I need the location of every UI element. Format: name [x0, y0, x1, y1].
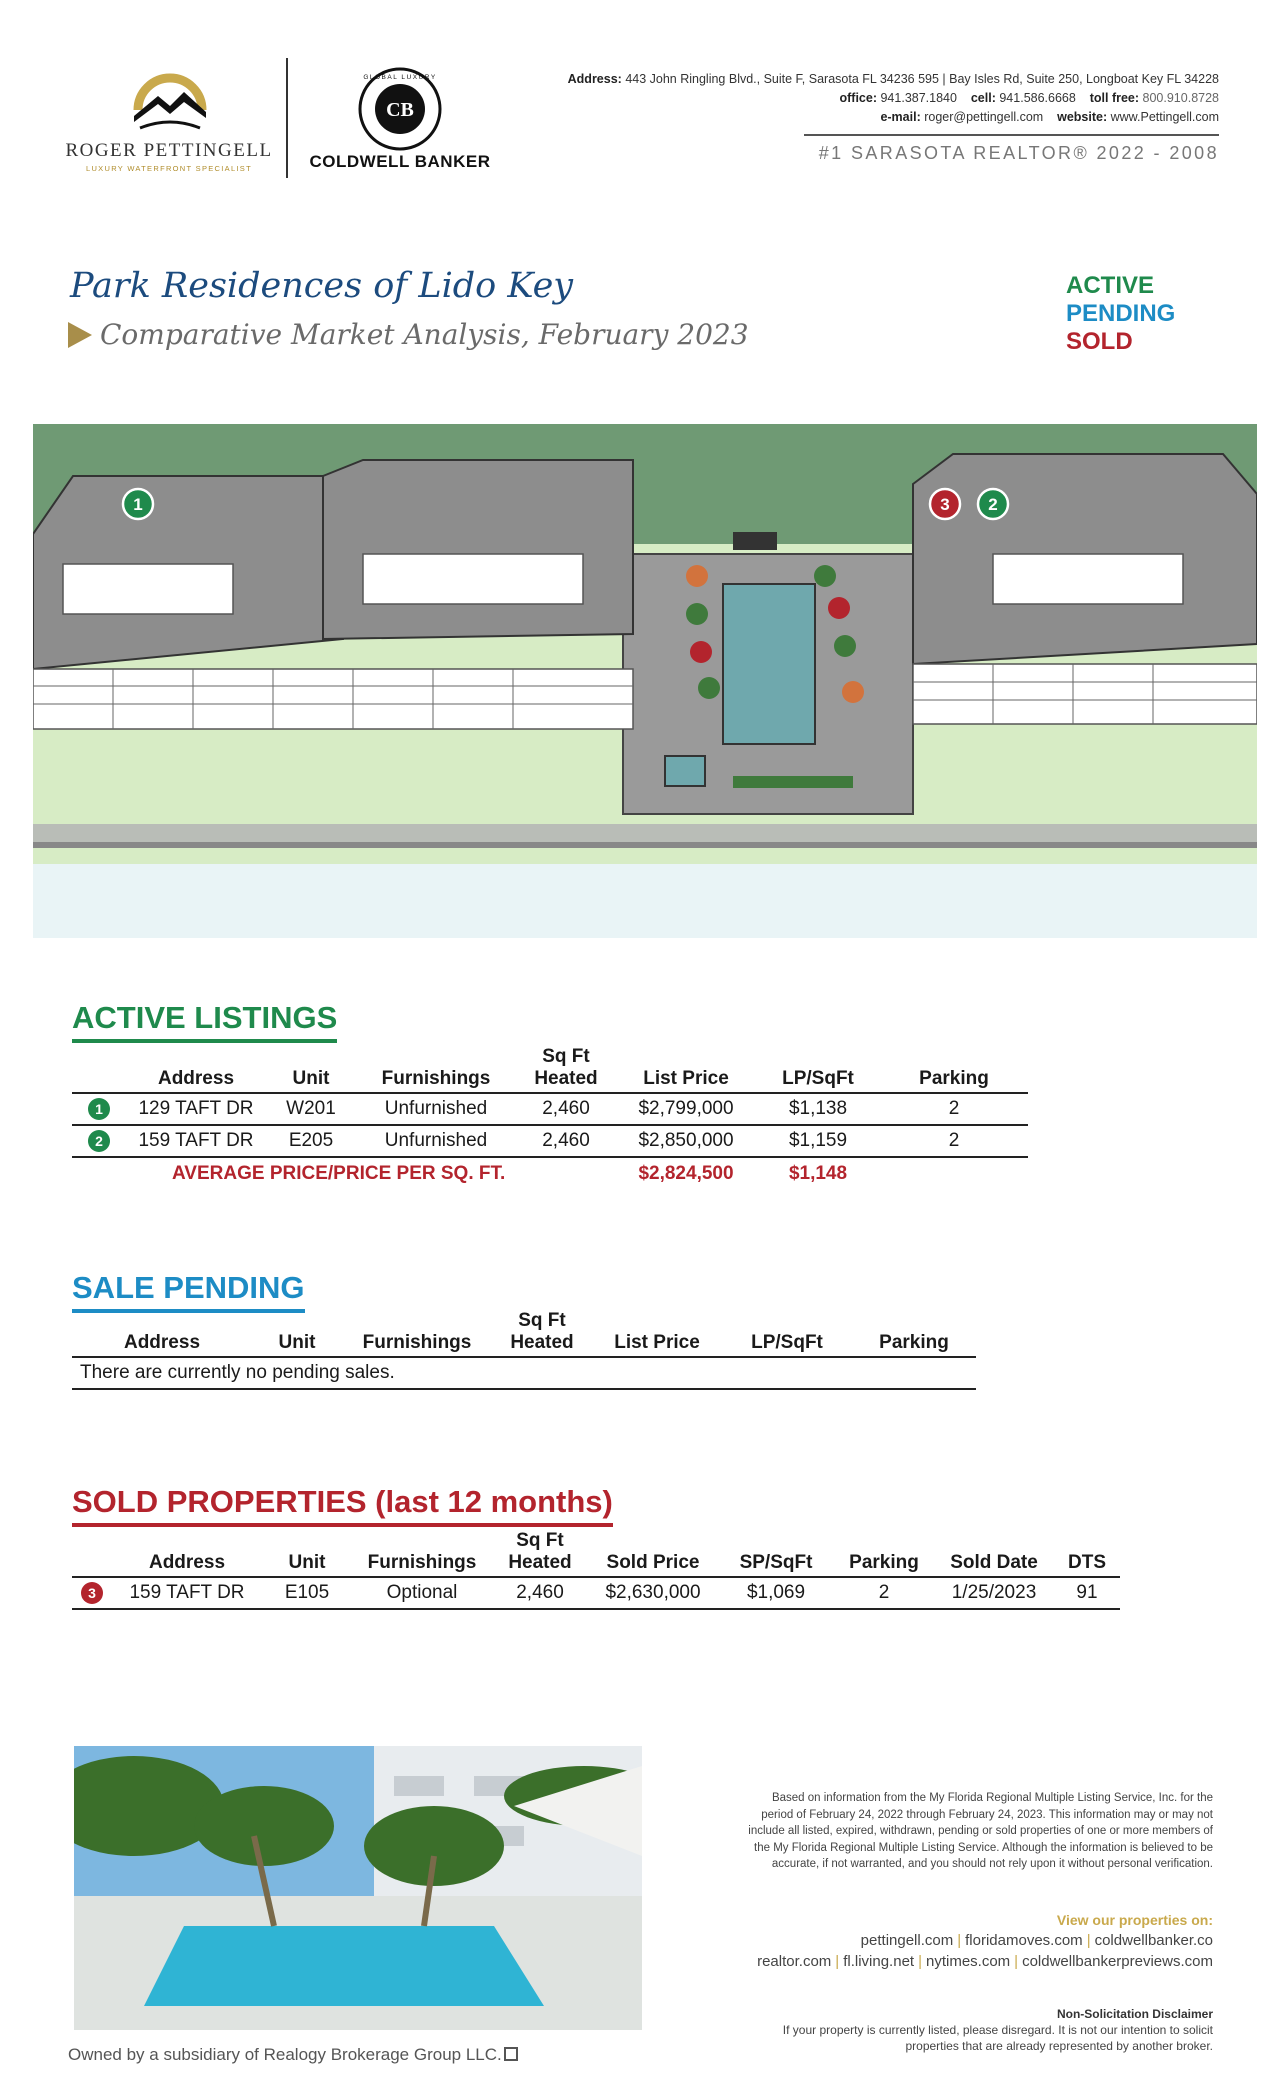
col-parking: Parking [849, 1552, 919, 1573]
col-sold-date: Sold Date [950, 1552, 1038, 1573]
average-price: $2,824,500 [638, 1162, 734, 1184]
coldwell-banker-seal-icon [357, 66, 443, 152]
marker-badge: 3 [81, 1582, 103, 1604]
col-address: Address [157, 1068, 235, 1089]
ownership-note: Owned by a subsidiary of Realogy Brokerage Group LLC. [68, 2045, 518, 2065]
svg-text:CB: CB [386, 99, 414, 121]
sold-properties-table [72, 1530, 1120, 1610]
status-legend [1066, 272, 1175, 356]
sale-pending-table [72, 1310, 976, 1390]
marker-badge: 1 [88, 1098, 110, 1120]
roger-pettingell-logo [64, 66, 274, 176]
site-link[interactable]: coldwellbanker.co [1094, 1932, 1213, 1949]
marker-1 [123, 489, 153, 519]
average-row [72, 1157, 1028, 1189]
page-subtitle: Comparative Market Analysis, February 2023 [100, 318, 749, 351]
table-header [72, 1530, 1120, 1577]
view-properties-block [757, 1910, 1213, 1972]
brand-name: ROGER PETTINGELL [65, 140, 273, 161]
mls-disclaimer: Based on information from the My Florida Regional Multiple Listing Service, Inc. for the period of February 24, 2022 through February 24, 2023. This information may or may not include all listed, expired, withdrawn, pending or sold properties of one or more members of the My Florida Regional Multiple Listing Service. Although the information is believed to be accurate, if not warranted, and you should not rely upon it without personal verification. [748, 1792, 1213, 1870]
table-row [72, 1357, 976, 1389]
col-unit: Unit [288, 1552, 326, 1573]
page-title: Park Residences of Lido Key [70, 266, 574, 306]
site-link[interactable]: floridamoves.com [965, 1932, 1083, 1949]
active-listings-table [72, 1046, 1028, 1189]
site-link[interactable]: nytimes.com [925, 1953, 1011, 1970]
average-label: AVERAGE PRICE/PRICE PER SQ. FT. [172, 1162, 506, 1184]
table-header [72, 1310, 976, 1357]
col-list-price: List Price [643, 1068, 729, 1089]
col-lp-sqft: LP/SqFt [782, 1068, 854, 1089]
table-row: 3 159 TAFT DR E105 Optional 2,460 $2,630,000 $1,069 2 1/25/2023 91 [72, 1577, 1120, 1609]
contact-rule [804, 134, 1219, 136]
svg-text:2: 2 [988, 495, 998, 514]
col-lp-sqft: LP/SqFt [751, 1332, 823, 1353]
coldwell-banker-logo [305, 66, 495, 176]
sites-line-1: pettingell.com | floridamoves.com | coldwellbanker.co [860, 1932, 1213, 1949]
col-sqft: Sq Ft Heated [534, 1046, 598, 1089]
pool-photo [74, 1746, 642, 2030]
realtor-award: #1 SARASOTA REALTOR® 2022 - 2008 [818, 143, 1219, 163]
site-link[interactable]: fl.living.net [843, 1953, 915, 1970]
table-row: 2 159 TAFT DR E205 Unfurnished 2,460 $2,850,000 $1,159 2 [72, 1125, 1028, 1157]
sale-pending-heading: SALE PENDING [72, 1270, 305, 1313]
col-sp-sqft: SP/SqFt [739, 1552, 813, 1573]
aerial-site-rendering [33, 424, 1257, 938]
email-link[interactable]: roger@pettingell.com [924, 110, 1044, 124]
col-dts: DTS [1068, 1552, 1106, 1573]
no-pending-message: There are currently no pending sales. [72, 1357, 976, 1389]
marker-2 [978, 489, 1008, 519]
address-line: Address: 443 John Ringling Blvd., Suite F, Sarasota FL 34236 595 | Bay Isles Rd, Suite 250, Longboat Key FL 34228 [567, 72, 1219, 86]
active-listings-heading: ACTIVE LISTINGS [72, 1000, 337, 1043]
web-line: e-mail: roger@pettingell.com website: www.Pettingell.com [880, 110, 1219, 124]
col-sqft: Sq Ft Heated [510, 1310, 574, 1353]
triangle-bullet-icon [68, 322, 92, 348]
equal-housing-icon [504, 2047, 518, 2061]
col-address: Address [148, 1552, 226, 1573]
cb-ring-text: GLOBAL LUXURY [363, 74, 437, 81]
cb-name: COLDWELL BANKER [309, 152, 491, 171]
subtitle-row [68, 318, 749, 351]
svg-text:3: 3 [940, 495, 950, 514]
view-heading: View our properties on: [1056, 1912, 1213, 1928]
col-sold-price: Sold Price [606, 1552, 700, 1573]
col-parking: Parking [879, 1332, 949, 1353]
col-unit: Unit [292, 1068, 330, 1089]
table-row: 1 129 TAFT DR W201 Unfurnished 2,460 $2,799,000 $1,138 2 [72, 1093, 1028, 1125]
average-ppsf: $1,148 [788, 1162, 848, 1184]
marker-badge: 2 [88, 1130, 110, 1152]
contact-block [568, 70, 1219, 127]
brand-tagline: LUXURY WATERFRONT SPECIALIST [85, 164, 252, 173]
legend-sold: SOLD [1066, 328, 1133, 355]
non-solicitation-text: If your property is currently listed, please disregard. It is not our intention to solicit properties that are already represented by another broker. [782, 2023, 1213, 2053]
col-furnishings: Furnishings [367, 1552, 477, 1573]
logo-divider [286, 58, 288, 178]
site-link[interactable]: realtor.com [757, 1953, 832, 1970]
col-parking: Parking [919, 1068, 989, 1089]
col-furnishings: Furnishings [381, 1068, 491, 1089]
col-address: Address [123, 1332, 201, 1353]
website-link[interactable]: www.Pettingell.com [1110, 110, 1219, 124]
legend-pending: PENDING [1066, 300, 1176, 327]
col-list-price: List Price [614, 1332, 700, 1353]
marker-3 [930, 489, 960, 519]
table-header [72, 1046, 1028, 1093]
col-unit: Unit [278, 1332, 316, 1353]
col-furnishings: Furnishings [362, 1332, 472, 1353]
svg-text:1: 1 [133, 495, 143, 514]
phone-line: office: 941.387.1840 cell: 941.586.6668 toll free: 800.910.8728 [839, 91, 1219, 105]
sites-line-2: realtor.com | fl.living.net | nytimes.com | coldwellbankerpreviews.com [757, 1953, 1213, 1970]
site-link[interactable]: pettingell.com [860, 1932, 954, 1949]
house-sun-icon [130, 66, 210, 136]
legend-active: ACTIVE [1066, 272, 1155, 299]
site-link[interactable]: coldwellbankerpreviews.com [1022, 1953, 1213, 1970]
col-sqft: Sq Ft Heated [508, 1530, 572, 1573]
sold-properties-heading: SOLD PROPERTIES (last 12 months) [72, 1484, 613, 1527]
non-solicitation-block [773, 2006, 1213, 2054]
non-solicitation-heading: Non-Solicitation Disclaimer [1056, 2007, 1213, 2021]
